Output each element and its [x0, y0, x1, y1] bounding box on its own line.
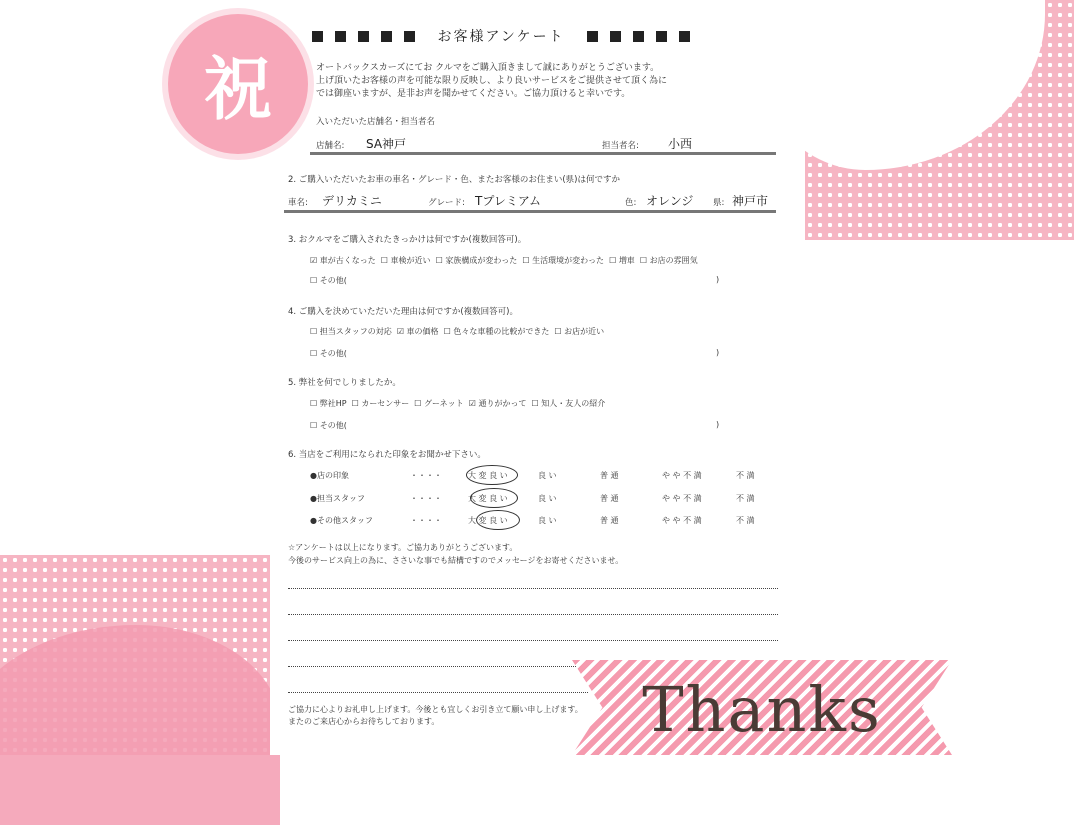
color-label: 色:	[625, 198, 637, 208]
footer-text: ご協力に心よりお礼申し上げます。今後とも宜しくお引き立て願い申し上げます。 またのご来店心からお待ちしております。	[288, 705, 583, 726]
q5-other: ☐ その他(	[310, 421, 347, 430]
q3-other: ☐ その他(	[310, 276, 347, 285]
q5-label: 5. 弊社を何でしりましたか。	[288, 378, 401, 388]
q6-label: 6. 当店をご利用になられた印象をお聞かせ下さい。	[288, 450, 486, 460]
rating-row: ●担当スタッフ	[310, 494, 365, 503]
rating-circle	[476, 510, 520, 530]
intro-line: オートバックスカーズにてお クルマをご購入頂きまして誠にありがとうございます。	[316, 63, 660, 73]
grade-value: Tプレミアム	[475, 194, 542, 208]
thanks-text: Thanks	[642, 673, 882, 746]
survey-title-row	[306, 26, 696, 46]
bottom-left-dot-decoration	[0, 555, 270, 755]
q3-close-paren: )	[716, 275, 720, 284]
store-value: SA神戸	[366, 137, 407, 151]
rating-circle	[466, 465, 518, 485]
q1-label: 入いただいた店舗名・担当者名	[316, 117, 436, 127]
q4-label: 4. ご購入を決めていただいた理由は何ですか(複数回答可)。	[288, 307, 518, 317]
staff-label: 担当者名:	[602, 141, 639, 151]
top-right-dot-decoration	[805, 0, 1074, 240]
celebration-seal: 祝	[168, 14, 308, 154]
intro-text	[316, 62, 667, 101]
checkbox-checked[interactable]: ☑	[310, 256, 318, 265]
staff-value: 小西	[668, 137, 693, 151]
rating-circle	[470, 488, 518, 508]
closing-text: ☆アンケートは以上になります。ご協力ありがとうございます。 今後のサービス向上の為に、ささいな事でも結構ですのでメッセージをお寄せくださいませ。	[288, 543, 624, 565]
pref-value: 神戸市	[732, 194, 769, 208]
rating-row: ●店の印象	[310, 471, 349, 480]
color-value: オレンジ	[646, 194, 694, 208]
q5-close-paren: )	[716, 420, 720, 429]
intro-line: 上げ頂いたお客様の声を可能な限り反映し、より良いサービスをご提供させて頂く為に	[316, 76, 668, 86]
survey-sheet: お客様アンケート オートバックスカーズにてお クルマをご購入頂きまして誠にありがとうございます。 上げ頂いたお客様の声を可能な限り反映し、より良いサービスをご提供させて頂く為に では御座いますが、是非お声を聞かせてください。ご協力頂けると幸いです。 入いただいた店舗名・担当者名 店舗名: SA神戸 担当者名: 小西 2. ご購入いただいたお車の車名・グレード・色、またお客様のお住まい(県)は何ですか 車名: デリカミニ グレード: Tプレミアム 色: オレンジ 県: 神戸市 3. おクルマをご購入されたきっかけは何ですか(複数回答可)。 ☑ 車が古くなった ☐ 車検が近い ☐ 家族構成が変わった ☐ 生活環境が変わった ☐ 増車 ☐ お店の雰囲気 ☐ その他( ) 4. ご購入を決めていただいた理由は何ですか(複数回答可)。 ☐ 担当スタッフの対応 ☑ 車の価格 ☐ 色々な車種の比較ができた ☐ お店が近い ☐ その他( ) 5. 弊社を何でしりましたか。 ☐ 弊社HP ☐ カーセンサー ☐ グーネット ☑ 通りがかって ☐ 知人・友人の紹介 ☐ その他( ) 6. 当店をご利用になられた印象をお聞かせ下さい。 ●店の印象 ・・・・ ●担当スタッフ ・・・・ ●その他スタッフ ・・・・ 大 変 良 い 良 い 普 通 や や 不 満 不 満 大 変 良 い 良 い 普 通 や や 不 満 不 満 大 変 良 い 良 い 普 通 や や 不 満 不 満 ☆アンケートは以上になります。ご協力ありがとうございます。 今後のサービス向上の為に、ささいな事でも結構ですのでメッセージをお寄せくださいませ。 ご協力に心よりお礼申し上げます。今後とも宜しくお引き立て願い申し上げます。 またのご来店心からお待ちしております。	[270, 18, 785, 755]
store-label: 店舗名:	[316, 141, 345, 151]
car-value: デリカミニ	[322, 194, 382, 208]
q4-other: ☐ その他(	[310, 349, 347, 358]
car-label: 車名:	[288, 198, 308, 208]
grade-label: グレード:	[428, 198, 465, 208]
q3-label: 3. おクルマをご購入されたきっかけは何ですか(複数回答可)。	[288, 235, 527, 245]
checkbox-checked[interactable]: ☑	[396, 327, 404, 336]
q4-options: ☐ 担当スタッフの対応 ☑ 車の価格 ☐ 色々な車種の比較ができた ☐ お店が近い	[310, 327, 605, 336]
survey-title: お客様アンケート	[437, 29, 565, 45]
q3-options: ☑ 車が古くなった ☐ 車検が近い ☐ 家族構成が変わった ☐ 生活環境が変わった ☐ 増車 ☐ お店の雰囲気	[310, 256, 698, 265]
pref-label: 県:	[713, 198, 725, 208]
rating-row: ●その他スタッフ	[310, 516, 373, 525]
intro-line: では御座いますが、是非お声を聞かせてください。ご協力頂けると幸いです。	[316, 89, 631, 99]
checkbox-checked[interactable]: ☑	[468, 399, 476, 408]
q4-close-paren: )	[716, 348, 720, 357]
q5-options: ☐ 弊社HP ☐ カーセンサー ☐ グーネット ☑ 通りがかって ☐ 知人・友人の紹介	[310, 399, 606, 408]
q2-label: 2. ご購入いただいたお車の車名・グレード・色、またお客様のお住まい(県)は何ですか	[288, 175, 620, 185]
